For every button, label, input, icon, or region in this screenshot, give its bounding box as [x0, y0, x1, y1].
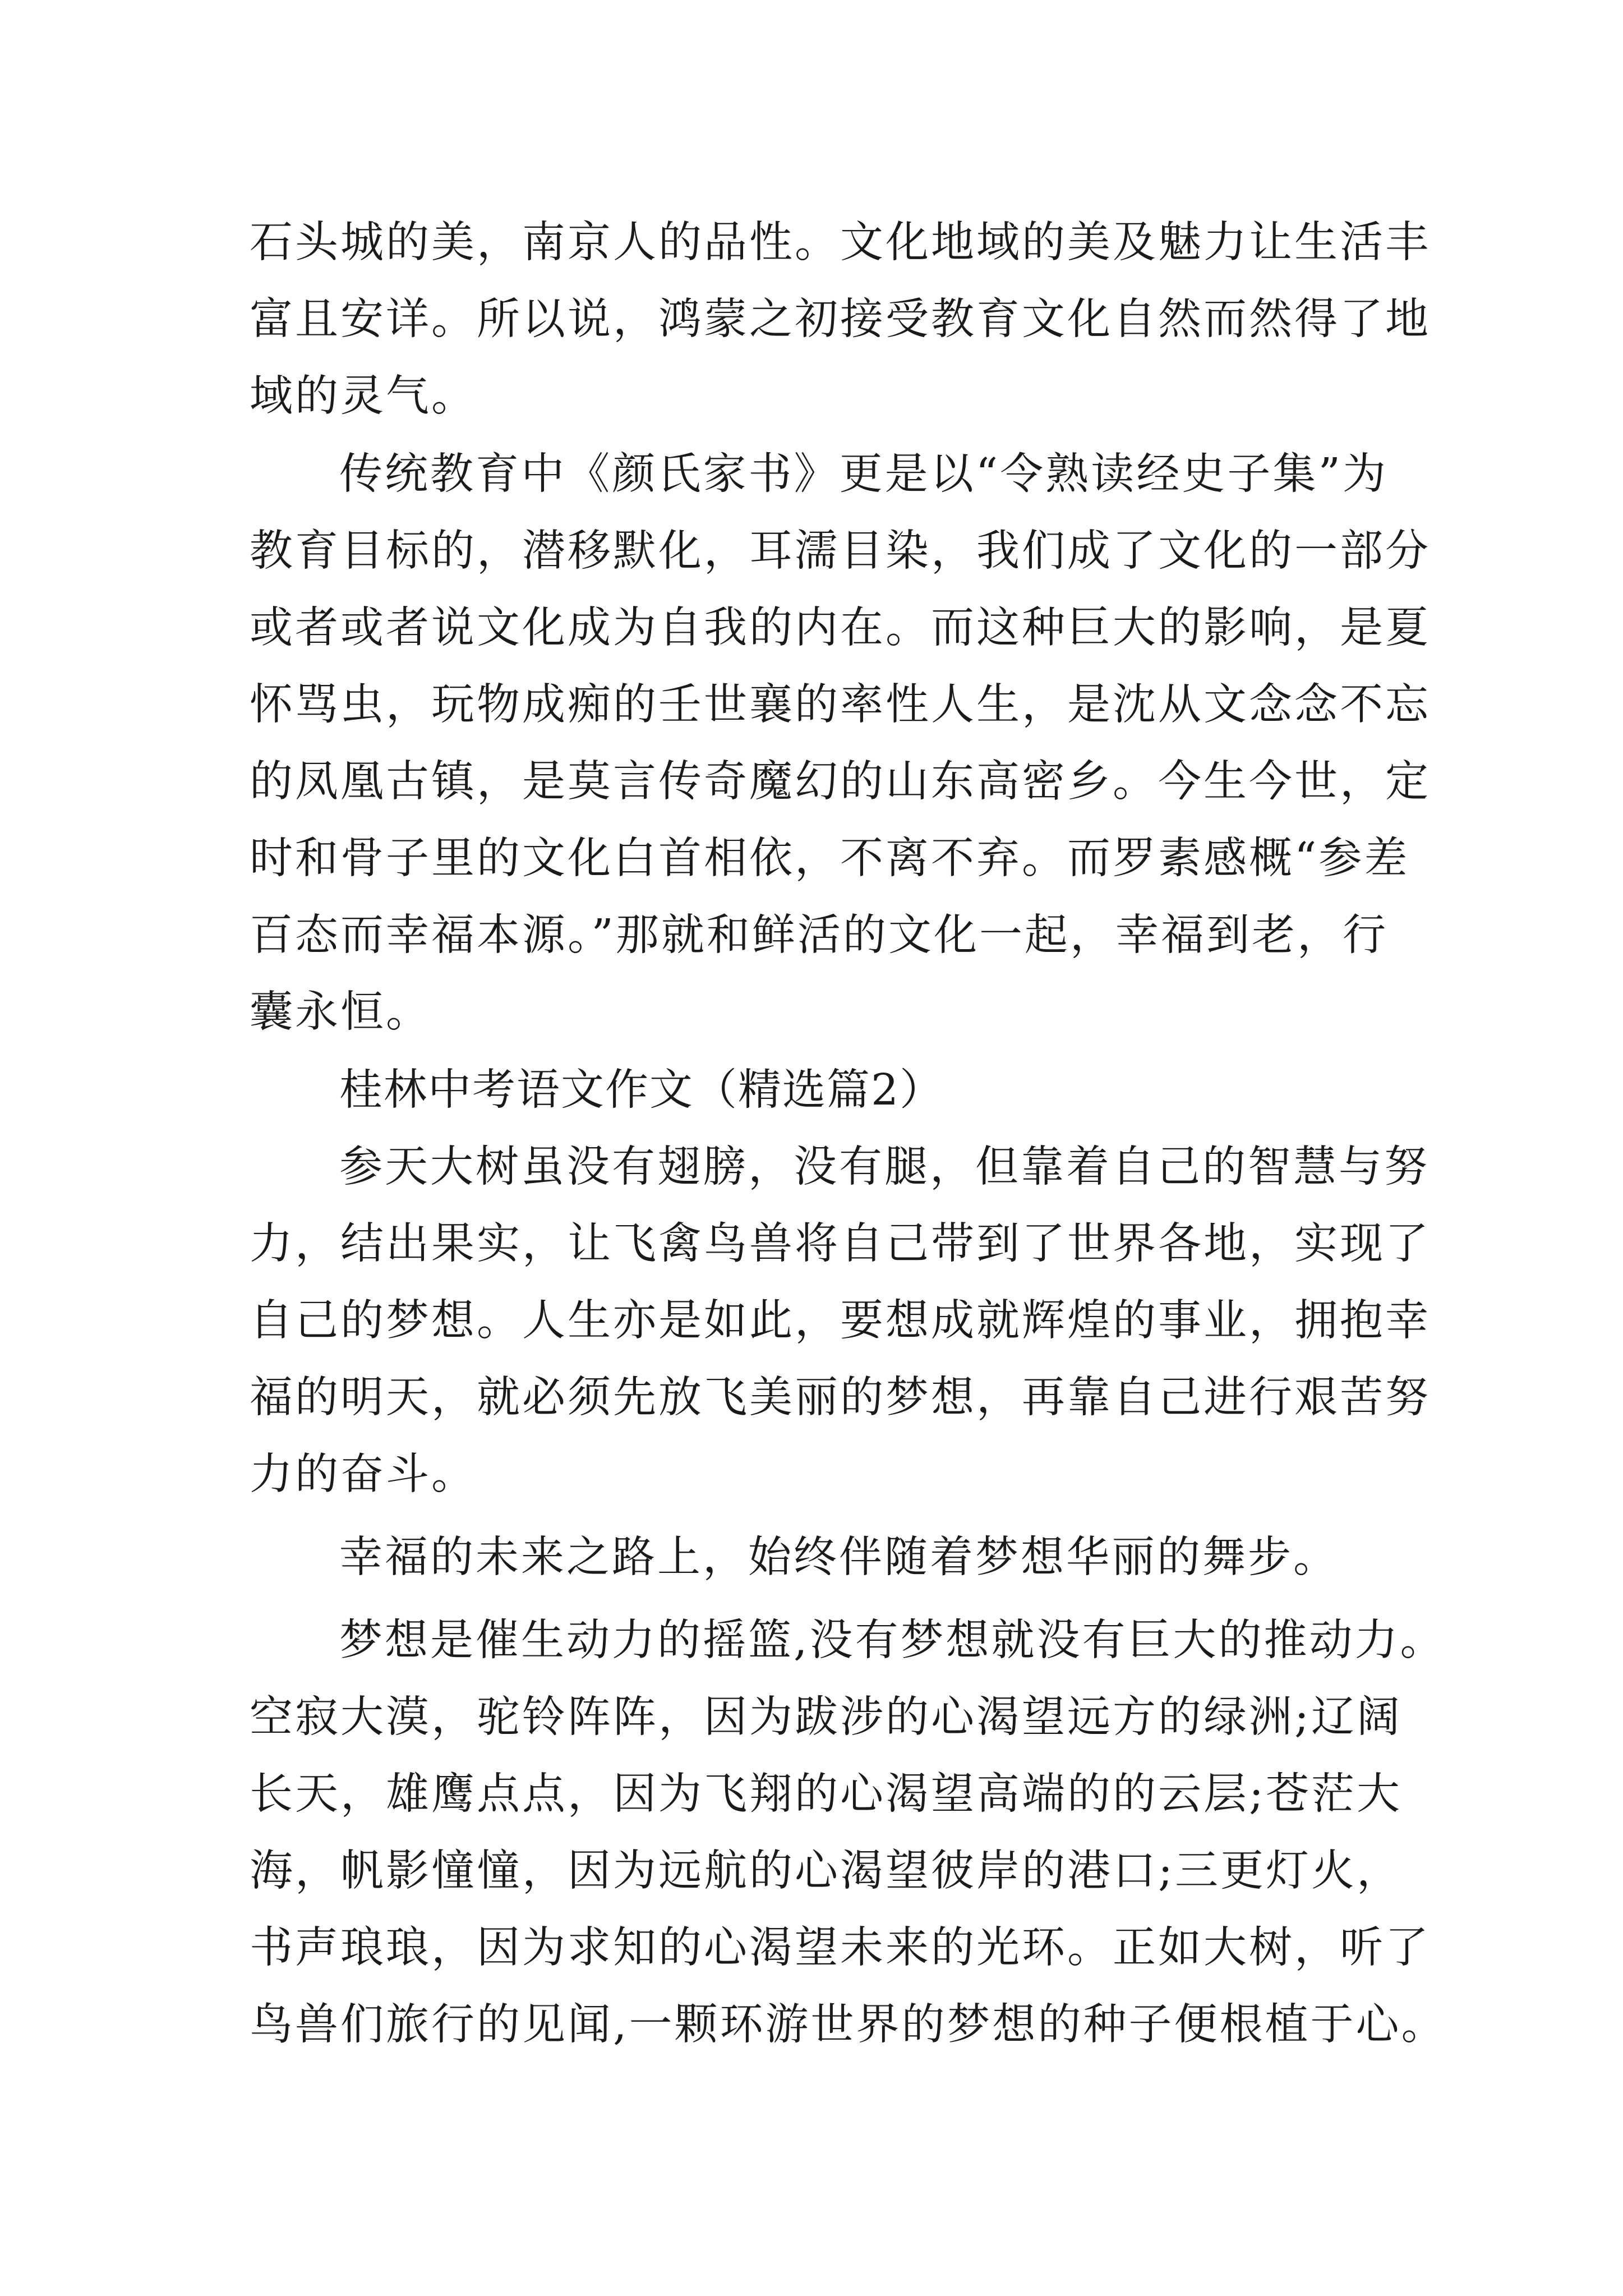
paragraph-first-line: 幸福的未来之路上，始终伴随着梦想华丽的舞步。 — [339, 1533, 1339, 1582]
text-line: 或者或者说文化成为自我的内在。而这种巨大的影响，是夏 — [250, 603, 1431, 653]
text-line: 力，结出果实，让飞禽鸟兽将自己带到了世界各地，实现了 — [250, 1219, 1431, 1269]
text-line: 自己的梦想。人生亦是如此，要想成就辉煌的事业，拥抱幸 — [250, 1296, 1431, 1346]
text-line: 空寂大漠，驼铃阵阵，因为跋涉的心渴望远方的绿洲;辽阔 — [250, 1692, 1402, 1742]
paragraph-first-line: 传统教育中《颜氏家书》更是以“令熟读经史子集”为 — [339, 449, 1388, 499]
text-line: 海，帆影憧憧，因为远航的心渴望彼岸的港口;三更灯火， — [250, 1846, 1402, 1896]
text-line: 鸟兽们旅行的见闻,一颗环游世界的梦想的种子便根植于心。 — [250, 2000, 1447, 2050]
text-line: 的凤凰古镇，是莫言传奇魔幻的山东高密乡。今生今世，定 — [250, 757, 1431, 807]
paragraph-first-line: 参天大树虽没有翅膀，没有腿，但靠着自己的智慧与努 — [339, 1142, 1430, 1192]
text-line: 教育目标的，潜移默化，耳濡目染，我们成了文化的一部分 — [250, 526, 1431, 576]
text-line: 书声琅琅，因为求知的心渴望未来的光环。正如大树，听了 — [250, 1923, 1431, 1973]
text-line: 石头城的美，南京人的品性。文化地域的美及魅力让生活丰 — [250, 218, 1431, 268]
text-line: 百态而幸福本源。”那就和鲜活的文化一起，幸福到老，行 — [250, 910, 1388, 960]
paragraph-first-line: 梦想是催生动力的摇篮,没有梦想就没有巨大的推动力。 — [339, 1616, 1446, 1665]
text-line: 福的明天，就必须先放飞美丽的梦想，再靠自己进行艰苦努 — [250, 1373, 1431, 1423]
text-line: 域的灵气。 — [250, 371, 477, 421]
text-line: 长天，雄鹰点点，因为飞翔的心渴望高端的的云层;苍茫大 — [250, 1769, 1402, 1819]
text-line: 怀骂虫，玩物成痴的壬世襄的率性人生，是沈从文念念不忘 — [250, 680, 1431, 730]
text-line: 富且安详。所以说，鸿蒙之初接受教育文化自然而然得了地 — [250, 295, 1431, 344]
text-line: 囊永恒。 — [250, 987, 431, 1037]
section-heading: 桂林中考语文作文（精选篇2） — [339, 1065, 944, 1115]
text-line: 力的奋斗。 — [250, 1450, 477, 1499]
text-line: 时和骨子里的文化白首相依，不离不弃。而罗素感概“参差 — [250, 834, 1410, 884]
